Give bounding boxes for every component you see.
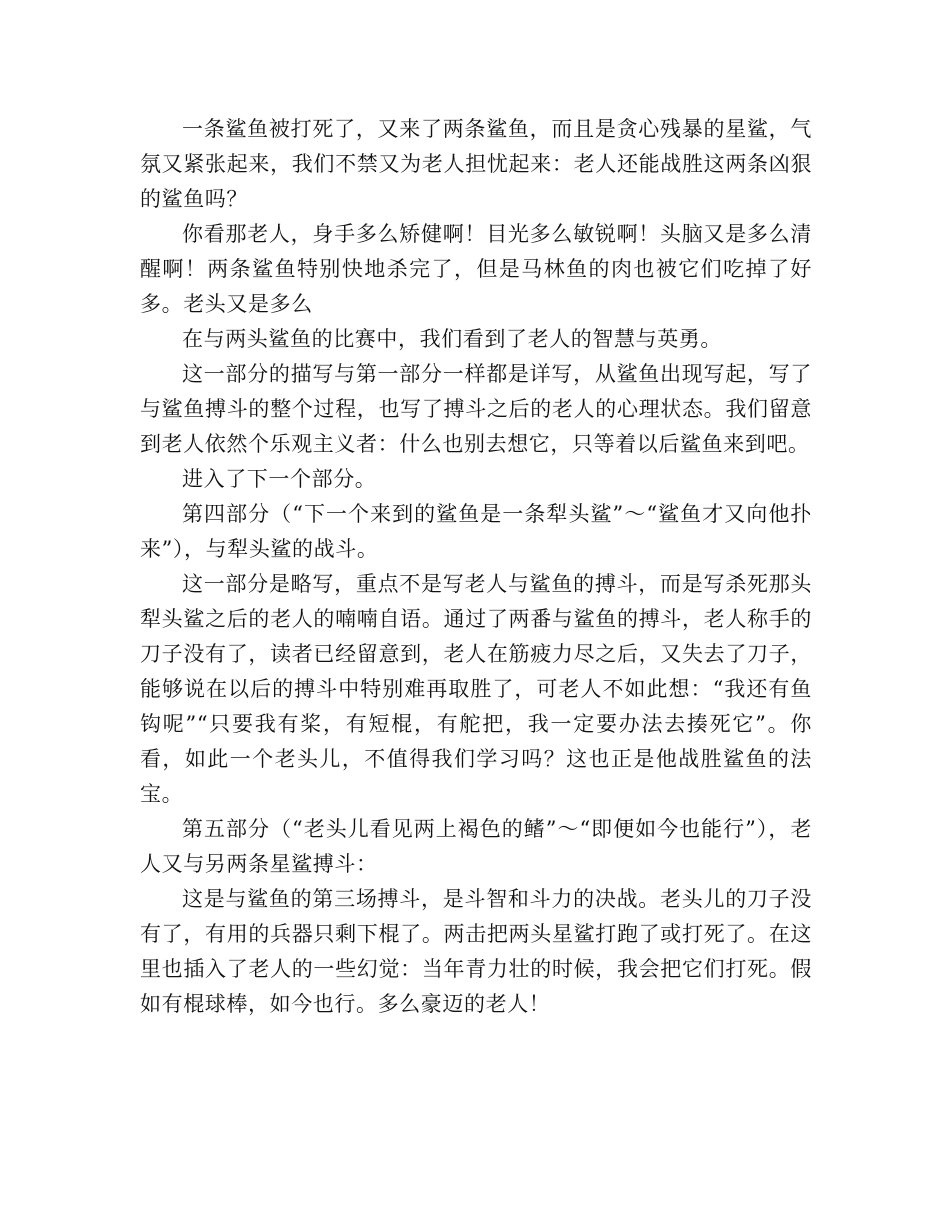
paragraph: 第四部分（“下一个来到的鲨鱼是一条犁头鲨”～“鲨鱼才又向他扑来”），与犁头鲨的战斗。 bbox=[140, 502, 812, 561]
paragraph: 一条鲨鱼被打死了，又来了两条鲨鱼，而且是贪心残暴的星鲨，气氛又紧张起来，我们不禁又为老人担忧起来：老人还能战胜这两条凶狠的鲨鱼吗？ bbox=[140, 117, 812, 211]
paragraph: 这是与鲨鱼的第三场搏斗，是斗智和斗力的决战。老头儿的刀子没有了，有用的兵器只剩下棍了。两击把两头星鲨打跑了或打死了。在这里也插入了老人的一些幻觉：当年青力壮的时候，我会把它们打死。假如有棍球棒，如今也行。多么豪迈的老人！ bbox=[140, 887, 812, 1016]
paragraph: 这一部分的描写与第一部分一样都是详写，从鲨鱼出现写起，写了与鲨鱼搏斗的整个过程，也写了搏斗之后的老人的心理状态。我们留意到老人依然个乐观主义者：什么也别去想它，只等着以后鲨鱼来到吧。 bbox=[140, 362, 812, 456]
paragraph: 第五部分（“老头儿看见两上褐色的鳍”～“即便如今也能行”），老人又与另两条星鲨搏斗： bbox=[140, 817, 812, 876]
paragraph: 在与两头鲨鱼的比赛中，我们看到了老人的智慧与英勇。 bbox=[182, 327, 722, 351]
paragraph: 进入了下一个部分。 bbox=[182, 467, 377, 491]
document-page bbox=[140, 112, 812, 1022]
paragraph: 你看那老人，身手多么矫健啊！目光多么敏锐啊！头脑又是多么清醒啊！两条鲨鱼特别快地杀完了，但是马林鱼的肉也被它们吃掉了好多。老头又是多么 bbox=[140, 222, 812, 316]
paragraph: 这一部分是略写，重点不是写老人与鲨鱼的搏斗，而是写杀死那头犁头鲨之后的老人的喃喃自语。通过了两番与鲨鱼的搏斗，老人称手的刀子没有了，读者已经留意到，老人在筋疲力尽之后，又失去了刀子，能够说在以后的搏斗中特别难再取胜了，可老人不如此想：“我还有鱼钩呢”“只要我有桨，有短棍，有舵把，我一定要办法去揍死它”。你看，如此一个老头儿，不值得我们学习吗？这也正是他战胜鲨鱼的法宝。 bbox=[140, 572, 812, 806]
